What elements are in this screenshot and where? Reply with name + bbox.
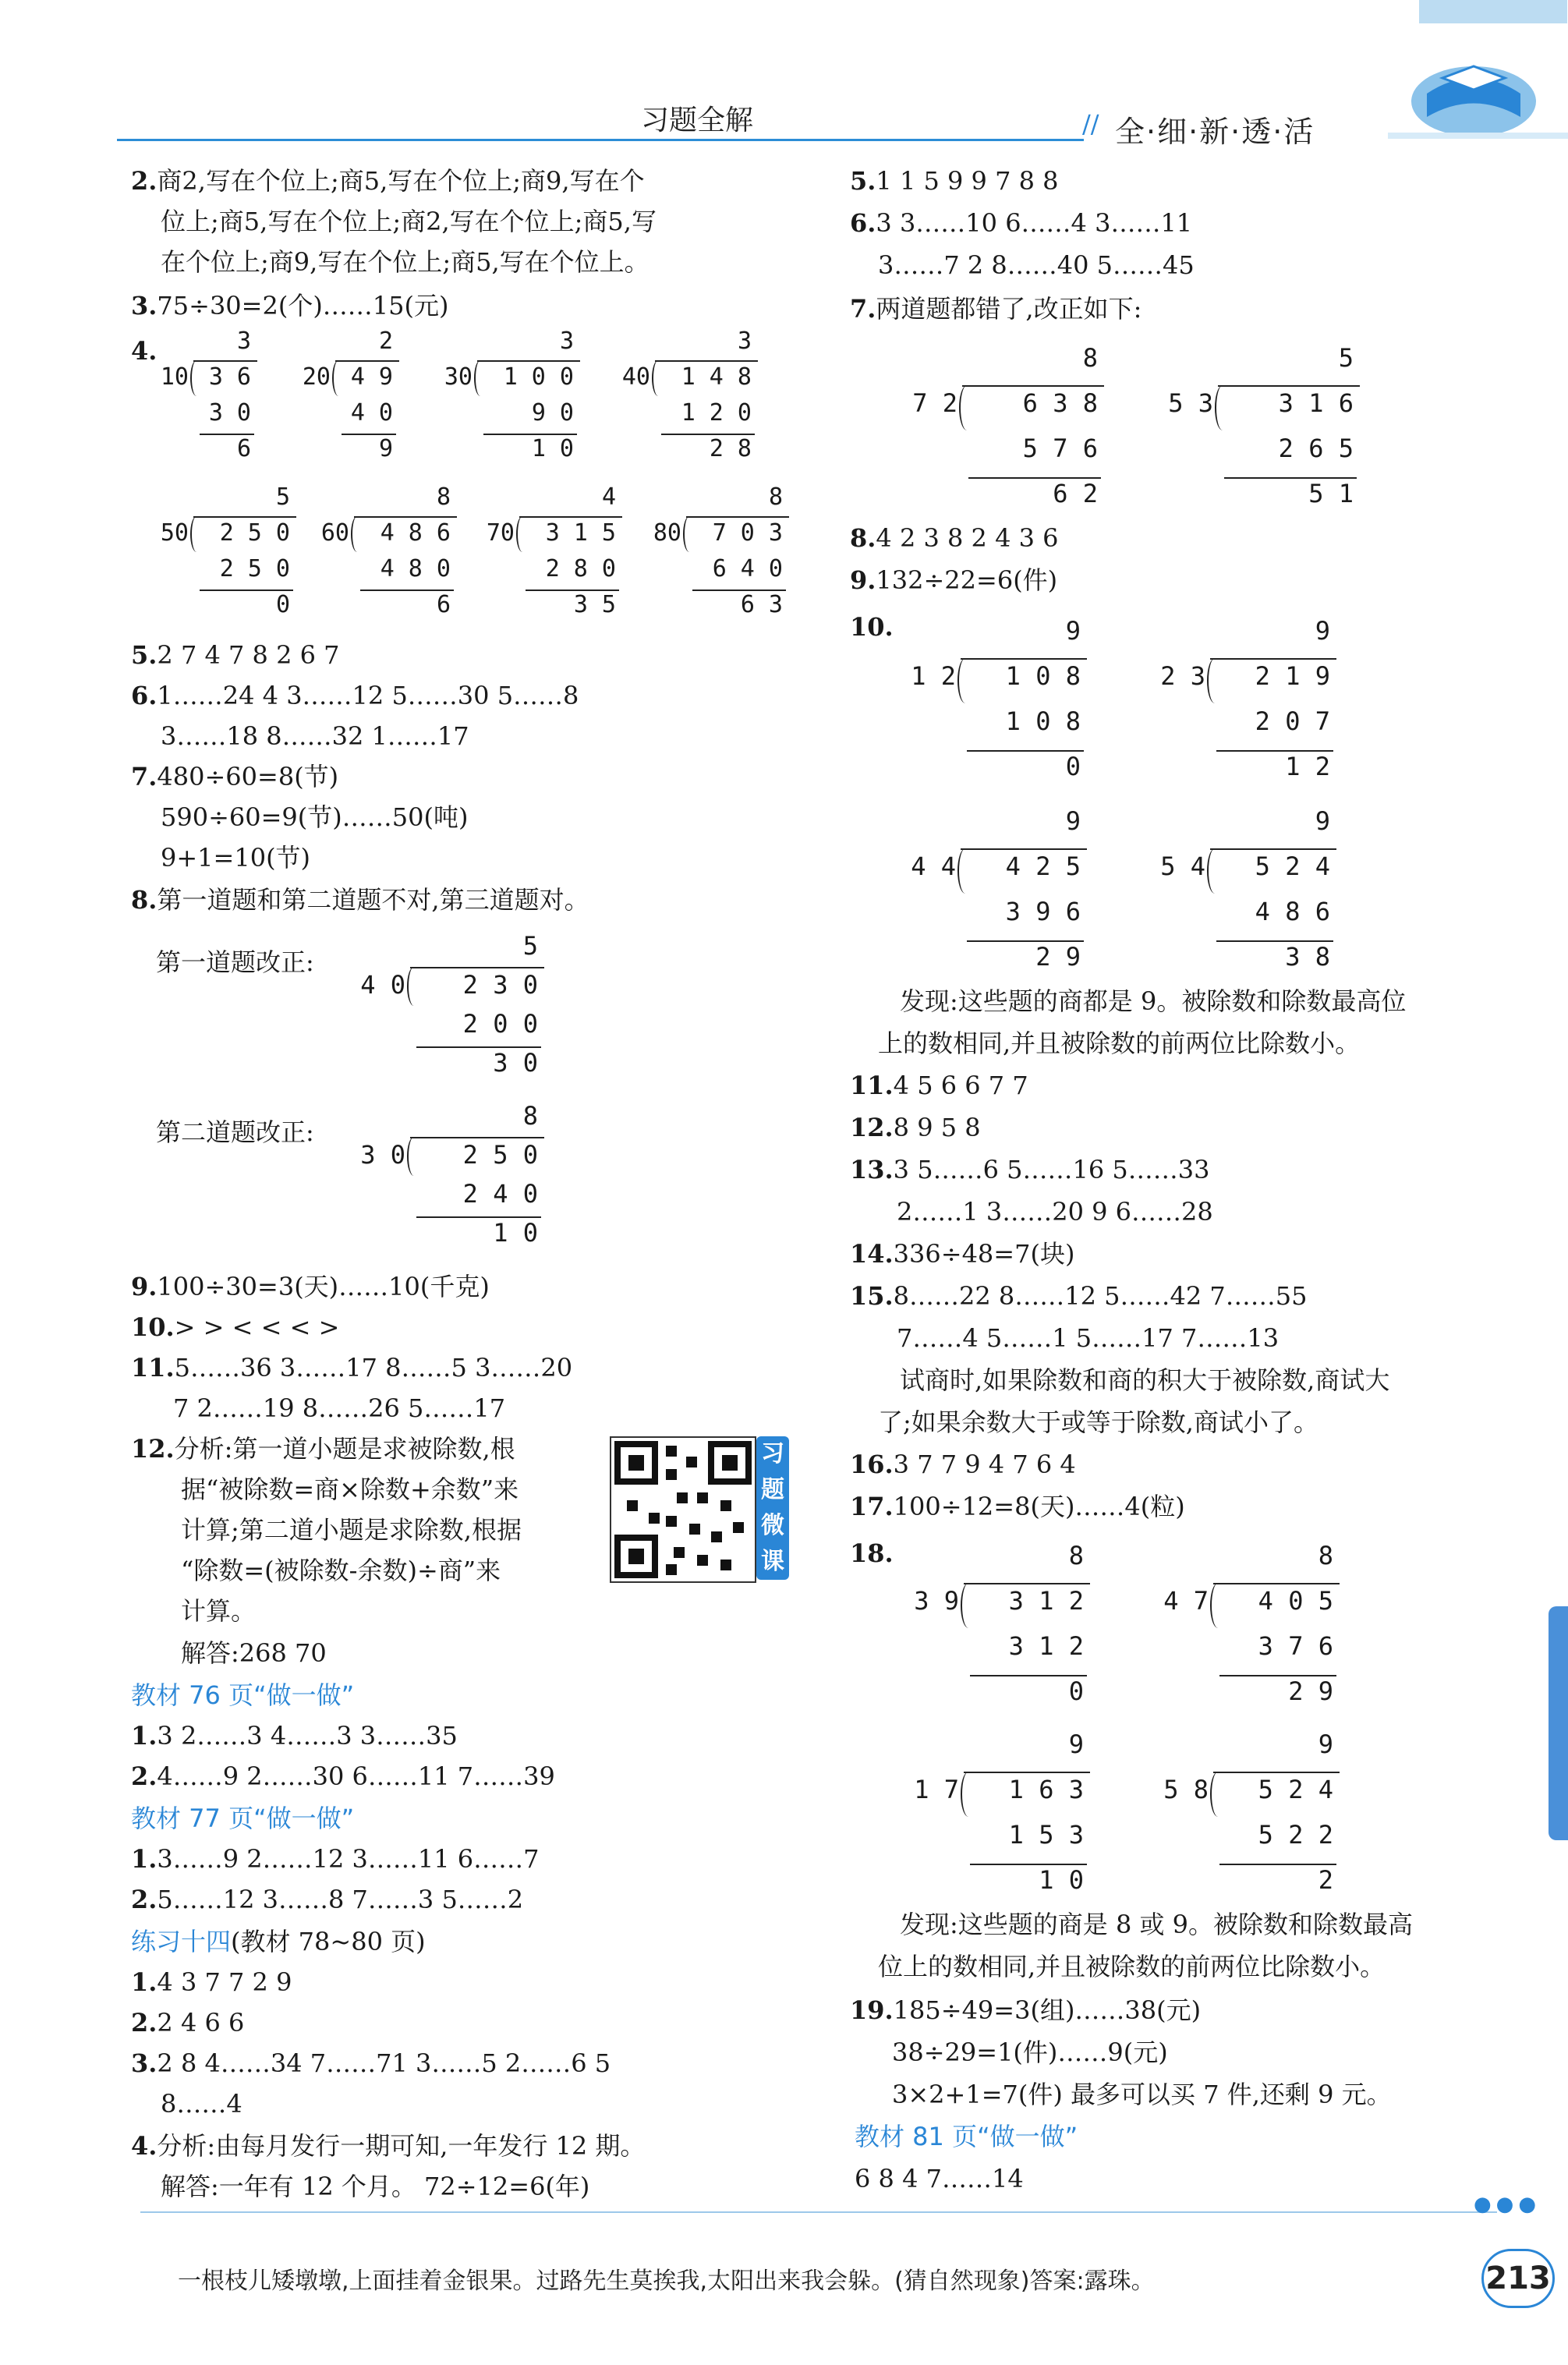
division-divisor: 3 9: [914, 1586, 959, 1616]
division-bracket-curve: [1215, 385, 1224, 430]
division-dividend: 5 2 4: [1255, 851, 1330, 881]
division-product: 3 0: [208, 399, 251, 427]
right-q15-line4: 了;如果余数大于或等于除数,商试小了。: [878, 1407, 1318, 1437]
division-dividend: 4 8 6: [380, 519, 451, 547]
left-q12-line3: 计算;第二道小题是求除数,根据: [181, 1515, 522, 1545]
division-bracket-bar: [193, 360, 257, 362]
division-remainder: 6 2: [1053, 479, 1098, 508]
right-q8: 8.4 2 3 8 2 4 3 6: [850, 523, 1059, 553]
division-bracket-bar: [961, 658, 1087, 660]
division-remainder: 3 8: [1285, 942, 1330, 972]
division-quotient: 4: [601, 483, 616, 511]
division-bracket-curve: [1207, 848, 1216, 894]
left-q12-line4: “除数=(被除数-余数)÷商”来: [181, 1556, 501, 1585]
division-product: 3 7 6: [1258, 1631, 1333, 1661]
division-bracket-bar: [410, 1137, 544, 1138]
division-product: 5 7 6: [1022, 434, 1098, 463]
division-remainder: 2 9: [1035, 942, 1081, 972]
right-q13: 13.3 5……6 5……16 5……33: [850, 1155, 1210, 1184]
division-divisor: 4 0: [360, 970, 405, 1000]
division-subtract-bar: [416, 1046, 541, 1048]
division-quotient: 3: [559, 327, 574, 355]
division-dividend: 3 1 5: [545, 519, 616, 547]
division-remainder: 1 0: [531, 435, 574, 462]
section-ex14-title: 练习十四(教材 78~80 页): [131, 1927, 426, 1956]
right-q19-line2: 38÷29=1(件)……9(元): [892, 2038, 1168, 2067]
left-q5: 5.2 7 4 7 8 2 6 7: [131, 640, 340, 670]
t77-q1: 1.3……9 2……12 3……11 6……7: [131, 1844, 540, 1874]
division-dividend: 7 0 3: [712, 519, 783, 547]
division-divisor: 4 4: [911, 851, 956, 881]
division-bracket-bar: [1213, 1772, 1340, 1773]
division-subtract-bar: [483, 434, 577, 435]
division-quotient: 3: [737, 327, 752, 355]
division-divisor: 80: [653, 519, 681, 547]
right-q10-find-1: 发现:这些题的商都是 9。被除数和除数最高位: [900, 986, 1407, 1016]
division-bracket-curve: [683, 516, 692, 552]
division-bracket-bar: [1213, 1583, 1340, 1584]
division-subtract-bar: [968, 477, 1101, 479]
division-remainder: 2: [1318, 1865, 1333, 1895]
left-q12-answer: 解答:268 70: [181, 1638, 327, 1668]
division-remainder: 0: [275, 591, 290, 618]
division-subtract-bar: [1224, 477, 1357, 479]
division-quotient: 9: [1065, 616, 1081, 646]
left-q8-second-label: 第二道题改正:: [156, 1117, 314, 1147]
qr-label[interactable]: 习题微课: [756, 1436, 789, 1580]
division-dividend: 2 5 0: [219, 519, 290, 547]
division-bracket-curve: [961, 1772, 970, 1817]
division-remainder: 0: [1065, 752, 1081, 781]
footer-dots-icon: ●●●: [1474, 2193, 1541, 2216]
left-q10: 10.> > < < < >: [131, 1312, 340, 1342]
right-q10-label: 10.: [850, 612, 894, 642]
division-quotient: 8: [1318, 1541, 1333, 1570]
right-q7: 7.两道题都错了,改正如下:: [850, 294, 1142, 324]
division-dividend: 1 4 8: [681, 363, 752, 391]
left-q7-line2: 590÷60=9(节)……50(吨): [161, 802, 469, 832]
division-quotient: 8: [1082, 343, 1098, 373]
division-product: 2 0 7: [1255, 706, 1330, 736]
division-product: 2 8 0: [545, 555, 616, 582]
division-quotient: 3: [236, 327, 251, 355]
right-q15-line2: 7……4 5……1 5……17 7……13: [897, 1323, 1280, 1353]
division-quotient: 9: [1065, 806, 1081, 836]
division-product: 3 1 2: [1008, 1631, 1084, 1661]
division-quotient: 8: [522, 1101, 538, 1131]
division-remainder: 2 9: [1288, 1676, 1333, 1706]
left-q11-line2: 7 2……19 8……26 5……17: [173, 1393, 506, 1423]
division-quotient: 5: [522, 931, 538, 961]
division-bracket-curve: [1207, 658, 1216, 703]
division-bracket-bar: [193, 516, 296, 518]
right-q12: 12.8 9 5 8: [850, 1113, 981, 1142]
division-subtract-bar: [692, 589, 786, 591]
division-product: 1 5 3: [1008, 1820, 1084, 1850]
left-q12: 12.分析:第一道小题是求被除数,根: [131, 1434, 515, 1464]
division-remainder: 3 5: [573, 591, 616, 618]
division-bracket-curve: [332, 360, 342, 396]
right-q19: 19.185÷49=3(组)……38(元): [850, 1995, 1202, 2025]
division-subtract-bar: [526, 589, 619, 591]
division-bracket-bar: [655, 360, 758, 362]
right-q15-line3: 试商时,如果除数和商的积大于被除数,商试大: [900, 1365, 1390, 1395]
right-q10-find-2: 上的数相同,并且被除数的前两位比除数小。: [878, 1028, 1361, 1058]
division-remainder: 6: [236, 435, 251, 462]
right-q15: 15.8……22 8……12 5……42 7……55: [850, 1281, 1308, 1311]
ex14-q1: 1.4 3 7 7 2 9: [131, 1967, 292, 1997]
division-divisor: 60: [320, 519, 349, 547]
division-product: 3 9 6: [1005, 897, 1081, 926]
division-product: 4 8 0: [380, 555, 451, 582]
division-bracket-bar: [1210, 658, 1336, 660]
division-subtract-bar: [360, 589, 454, 591]
division-remainder: 9: [378, 435, 393, 462]
division-bracket-bar: [961, 848, 1087, 850]
qr-pattern-icon: [611, 1438, 755, 1581]
ex14-q4: 4.分析:由每月发行一期可知,一年发行 12 期。: [131, 2131, 646, 2161]
division-subtract-bar: [1219, 1675, 1336, 1676]
header-title: 习题全解: [641, 104, 754, 136]
division-divisor: 5 4: [1160, 851, 1205, 881]
division-bracket-bar: [962, 385, 1104, 387]
ex14-q3: 3.2 8 4……34 7……71 3……5 2……6 5: [131, 2048, 611, 2078]
division-remainder: 5 1: [1308, 479, 1354, 508]
division-dividend: 2 1 9: [1255, 661, 1330, 691]
ex14-q4-answer: 解答:一年有 12 个月。 72÷12=6(年): [161, 2172, 590, 2201]
division-subtract-bar: [342, 434, 396, 435]
left-q6-line2: 3……18 8……32 1……17: [161, 721, 469, 751]
right-q18-label: 18.: [850, 1538, 894, 1568]
left-q11: 11.5……36 3……17 8……5 3……20: [131, 1353, 573, 1383]
division-product: 2 0 0: [462, 1009, 538, 1039]
division-quotient: 9: [1315, 616, 1330, 646]
division-remainder: 3 0: [493, 1048, 538, 1078]
division-remainder: 0: [1068, 1676, 1084, 1706]
division-bracket-bar: [964, 1772, 1090, 1773]
division-dividend: 5 2 4: [1258, 1775, 1333, 1804]
right-q6-line2: 3……7 2 8……40 5……45: [878, 250, 1195, 280]
side-tab: [1549, 1606, 1568, 1840]
division-subtract-bar: [970, 1864, 1087, 1865]
division-divisor: 70: [486, 519, 515, 547]
right-q11: 11.4 5 6 6 7 7: [850, 1071, 1028, 1100]
division-bracket-bar: [477, 360, 580, 362]
division-divisor: 1 2: [911, 661, 956, 691]
division-dividend: 1 6 3: [1008, 1775, 1084, 1804]
right-q13-line2: 2……1 3……20 9 6……28: [897, 1197, 1213, 1227]
division-bracket-bar: [410, 967, 544, 968]
left-q8-first-label: 第一道题改正:: [156, 947, 314, 977]
right-q17: 17.100÷12=8(天)……4(粒): [850, 1492, 1185, 1521]
division-divisor: 5 3: [1168, 388, 1213, 418]
division-quotient: 8: [436, 483, 451, 511]
division-subtract-bar: [1219, 1864, 1336, 1865]
division-divisor: 30: [444, 363, 473, 391]
left-q2: 2.商2,写在个位上;商5,写在个位上;商9,写在个: [131, 166, 645, 196]
division-divisor: 10: [160, 363, 189, 391]
division-quotient: 9: [1068, 1729, 1084, 1759]
division-remainder: 1 2: [1285, 752, 1330, 781]
left-q3: 3.75÷30=2(个)……15(元): [131, 291, 449, 320]
division-bracket-curve: [407, 967, 416, 1006]
division-product: 4 0: [350, 399, 393, 427]
division-divisor: 20: [302, 363, 331, 391]
left-q2-line2: 位上;商5,写在个位上;商2,写在个位上;商5,写: [161, 207, 657, 236]
division-product: 2 4 0: [462, 1179, 538, 1209]
division-divisor: 1 7: [914, 1775, 959, 1804]
division-quotient: 5: [1338, 343, 1354, 373]
page-number: 213: [1481, 2249, 1555, 2308]
book-logo-icon: [1388, 0, 1568, 156]
division-remainder: 2 8: [709, 435, 752, 462]
division-remainder: 6: [436, 591, 451, 618]
qr-code[interactable]: [610, 1436, 756, 1583]
division-quotient: 8: [1068, 1541, 1084, 1570]
section-t81-title: 教材 81 页“做一做”: [855, 2122, 1078, 2151]
division-subtract-bar: [661, 434, 755, 435]
division-dividend: 4 0 5: [1258, 1586, 1333, 1616]
division-subtract-bar: [1216, 940, 1333, 942]
division-bracket-curve: [652, 360, 661, 396]
right-q18-find-1: 发现:这些题的商是 8 或 9。被除数和除数最高: [900, 1910, 1414, 1939]
left-q7-line3: 9+1=10(节): [161, 843, 311, 873]
section-t77-title: 教材 77 页“做一做”: [131, 1804, 355, 1833]
division-divisor: 50: [160, 519, 189, 547]
division-product: 6 4 0: [712, 555, 783, 582]
division-bracket-curve: [190, 360, 200, 396]
division-product: 2 6 5: [1278, 434, 1354, 463]
division-bracket-curve: [516, 516, 526, 552]
division-bracket-curve: [190, 516, 200, 552]
division-product: 2 5 0: [219, 555, 290, 582]
footer-rule: [140, 2211, 1497, 2213]
division-subtract-bar: [1216, 750, 1333, 752]
left-q9: 9.100÷30=3(天)……10(千克): [131, 1272, 490, 1301]
division-subtract-bar: [970, 1675, 1087, 1676]
division-quotient: 9: [1315, 806, 1330, 836]
division-quotient: 9: [1318, 1729, 1333, 1759]
division-divisor: 40: [621, 363, 650, 391]
division-product: 9 0: [531, 399, 574, 427]
division-product: 4 8 6: [1255, 897, 1330, 926]
division-subtract-bar: [200, 434, 254, 435]
division-divisor: 5 8: [1163, 1775, 1209, 1804]
division-subtract-bar: [200, 589, 293, 591]
division-divisor: 3 0: [360, 1140, 405, 1170]
left-q12-line2: 据“被除数=商×除数+余数”来: [181, 1475, 519, 1504]
division-bracket-bar: [354, 516, 457, 518]
division-divisor: 2 3: [1160, 661, 1205, 691]
division-bracket-bar: [686, 516, 789, 518]
division-bracket-curve: [351, 516, 360, 552]
division-quotient: 2: [378, 327, 393, 355]
section-t76-title: 教材 76 页“做一做”: [131, 1680, 355, 1710]
division-bracket-curve: [957, 658, 967, 703]
left-q12-line5: 计算。: [181, 1596, 257, 1626]
division-bracket-bar: [335, 360, 399, 362]
right-q14: 14.336÷48=7(块): [850, 1239, 1075, 1269]
division-remainder: 1 0: [493, 1218, 538, 1248]
division-remainder: 1 0: [1039, 1865, 1084, 1895]
left-q7: 7.480÷60=8(节): [131, 762, 339, 791]
division-dividend: 4 2 5: [1005, 851, 1081, 881]
footer-riddle: 一根枝儿矮墩墩,上面挂着金银果。过路先生莫挨我,太阳出来我会躲。(猜自然现象)答案:露珠。: [178, 2268, 1155, 2295]
division-bracket-bar: [1210, 848, 1336, 850]
left-q4-label: 4.: [131, 336, 158, 366]
ex14-q2: 2.2 4 6 6: [131, 2008, 245, 2038]
division-bracket-curve: [961, 1583, 970, 1628]
division-bracket-bar: [519, 516, 622, 518]
division-product: 1 2 0: [681, 399, 752, 427]
division-bracket-curve: [1210, 1583, 1219, 1628]
t76-q1: 1.3 2……3 4……3 3……35: [131, 1721, 458, 1751]
left-q8: 8.第一道题和第二道题不对,第三道题对。: [131, 885, 589, 915]
division-bracket-curve: [474, 360, 483, 396]
header-rule: [117, 139, 1084, 141]
division-dividend: 3 1 6: [1278, 388, 1354, 418]
t76-q2: 2.4……9 2……30 6……11 7……39: [131, 1761, 555, 1791]
division-divisor: 7 2: [912, 388, 957, 418]
division-dividend: 2 3 0: [462, 970, 538, 1000]
division-subtract-bar: [967, 750, 1084, 752]
division-subtract-bar: [416, 1216, 541, 1218]
division-bracket-curve: [1210, 1772, 1219, 1817]
left-q2-line3: 在个位上;商9,写在个位上;商5,写在个位上。: [161, 247, 649, 277]
division-bracket-bar: [1218, 385, 1360, 387]
division-product: 1 0 8: [1005, 706, 1081, 736]
ex14-q3-line2: 8……4: [161, 2089, 242, 2119]
division-dividend: 1 0 0: [503, 363, 574, 391]
division-remainder: 6 3: [740, 591, 783, 618]
right-q9: 9.132÷22=6(件): [850, 565, 1058, 595]
division-dividend: 4 9: [350, 363, 393, 391]
division-quotient: 5: [275, 483, 290, 511]
division-subtract-bar: [967, 940, 1084, 942]
right-q6: 6.3 3……10 6……4 3……11: [850, 208, 1193, 238]
division-bracket-curve: [959, 385, 968, 430]
division-quotient: 8: [768, 483, 783, 511]
right-q5: 5.1 1 5 9 9 7 8 8: [850, 166, 1059, 196]
left-q6: 6.1……24 4 3……12 5……30 5……8: [131, 681, 579, 710]
division-bracket-curve: [957, 848, 967, 894]
right-q19-line3: 3×2+1=7(件) 最多可以买 7 件,还剩 9 元。: [892, 2080, 1392, 2109]
right-q18-find-2: 位上的数相同,并且被除数的前两位比除数小。: [878, 1952, 1386, 1981]
division-dividend: 3 1 2: [1008, 1586, 1084, 1616]
division-bracket-bar: [964, 1583, 1090, 1584]
header-slogan: 全·细·新·透·活: [1115, 115, 1315, 149]
division-product: 5 2 2: [1258, 1820, 1333, 1850]
division-dividend: 6 3 8: [1022, 388, 1098, 418]
division-bracket-curve: [407, 1137, 416, 1176]
division-dividend: 2 5 0: [462, 1140, 538, 1170]
right-q16: 16.3 7 7 9 4 7 6 4: [850, 1450, 1076, 1479]
division-dividend: 3 6: [208, 363, 251, 391]
slash-icon: //: [1082, 109, 1099, 139]
division-divisor: 4 7: [1163, 1586, 1209, 1616]
t81-answer: 6 8 4 7……14: [855, 2164, 1024, 2193]
t77-q2: 2.5……12 3……8 7……3 5……2: [131, 1885, 524, 1914]
division-dividend: 1 0 8: [1005, 661, 1081, 691]
